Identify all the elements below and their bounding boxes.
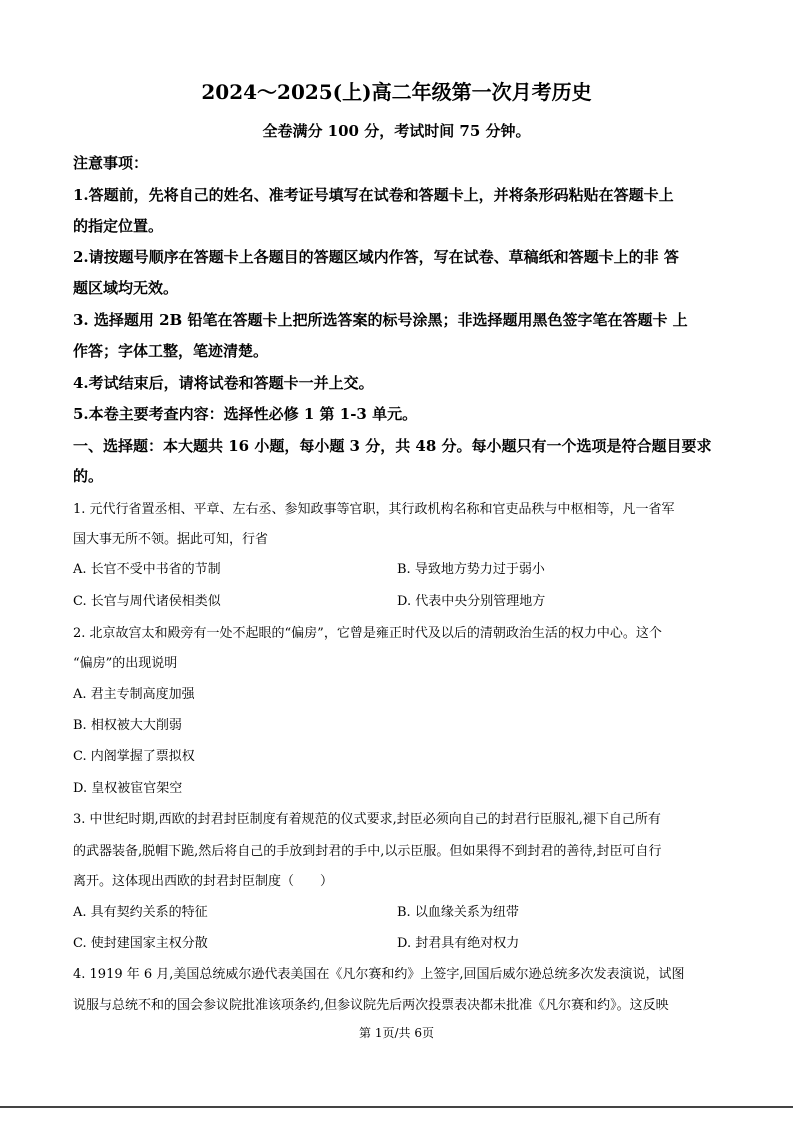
question-1-option-a: A. 长官不受中书省的节制 — [73, 562, 221, 577]
question-2-stem: “偏房”的出现说明 — [73, 656, 178, 671]
question-4-stem: 说服与总统不和的国会参议院批准该项条约,但参议院先后两次投票表决都未批准《凡尔赛和约》。这反映 — [73, 998, 669, 1013]
question-3-option-c: C. 使封建国家主权分散 — [73, 936, 208, 951]
question-2-stem: 2. 北京故宫太和殿旁有一处不起眼的“偏房”，它曾是雍正时代及以后的清朝政治生活的权力中心。这个 — [73, 626, 662, 641]
question-2-option-a: A. 君主专制高度加强 — [73, 687, 195, 702]
question-3-option-d: D. 封君具有绝对权力 — [397, 936, 520, 951]
question-2-option-c: C. 内阁掌握了票拟权 — [73, 749, 195, 764]
exam-info: 全卷满分 100 分，考试时间 75 分钟。 — [262, 122, 531, 140]
notice-line: 3. 选择题用 2B 铅笔在答题卡上把所选答案的标号涂黑；非选择题用黑色签字笔在答题卡 上 — [73, 311, 688, 329]
question-1-stem: 1. 元代行省置丞相、平章、左右丞、参知政事等官职，其行政机构名称和官吏品秩与中枢相等，凡一省军 — [73, 502, 675, 517]
bottom-border — [0, 1106, 793, 1108]
question-1-option-d: D. 代表中央分别管理地方 — [397, 594, 546, 609]
question-3-option-a: A. 具有契约关系的特征 — [73, 905, 208, 920]
notice-line: 5.本卷主要考查内容：选择性必修 1 第 1-3 单元。 — [73, 405, 418, 423]
question-3-stem: 离开。这体现出西欧的封君封臣制度（ ） — [73, 874, 334, 889]
page-title: 2024～2025(上)高二年级第一次月考历史 — [201, 80, 592, 104]
question-4-stem: 4. 1919 年 6 月,美国总统威尔逊代表美国在《凡尔赛和约》上签字,回国后威尔逊总统多次发表演说，试图 — [73, 967, 685, 982]
notice-line: 4.考试结束后，请将试卷和答题卡一并上交。 — [73, 374, 374, 392]
question-2-option-d: D. 皇权被宦官架空 — [73, 781, 183, 796]
question-3-option-b: B. 以血缘关系为纽带 — [397, 905, 519, 920]
page-number: 第 1页/共 6页 — [359, 1026, 434, 1040]
notice-line: 2.请按题号顺序在答题卡上各题目的答题区域内作答，写在试卷、草稿纸和答题卡上的非 答 — [73, 248, 679, 266]
notice-heading: 注意事项： — [73, 154, 149, 172]
notice-line: 作答；字体工整，笔迹清楚。 — [73, 342, 269, 360]
question-2-option-b: B. 相权被大大削弱 — [73, 718, 182, 733]
question-3-stem: 3. 中世纪时期,西欧的封君封臣制度有着规范的仪式要求,封臣必须向自己的封君行臣服礼,褪下自己所有 — [73, 812, 661, 827]
notice-line: 题区域均无效。 — [73, 279, 179, 297]
question-1-option-c: C. 长官与周代诸侯相类似 — [73, 594, 221, 609]
question-1-stem: 国大事无所不领。据此可知，行省 — [73, 532, 269, 547]
section-heading: 一、选择题：本大题共 16 小题，每小题 3 分，共 48 分。每小题只有一个选项是符合题目要求 — [73, 437, 712, 455]
question-3-stem: 的武器装备,脱帽下跪,然后将自己的手放到封君的手中,以示臣服。但如果得不到封君的善待,封臣可自行 — [73, 844, 662, 859]
notice-line: 1.答题前，先将自己的姓名、准考证号填写在试卷和答题卡上，并将条形码粘贴在答题卡上 — [73, 186, 674, 204]
notice-line: 的指定位置。 — [73, 217, 164, 235]
section-heading-cont: 的。 — [73, 467, 104, 485]
question-1-option-b: B. 导致地方势力过于弱小 — [397, 562, 545, 577]
